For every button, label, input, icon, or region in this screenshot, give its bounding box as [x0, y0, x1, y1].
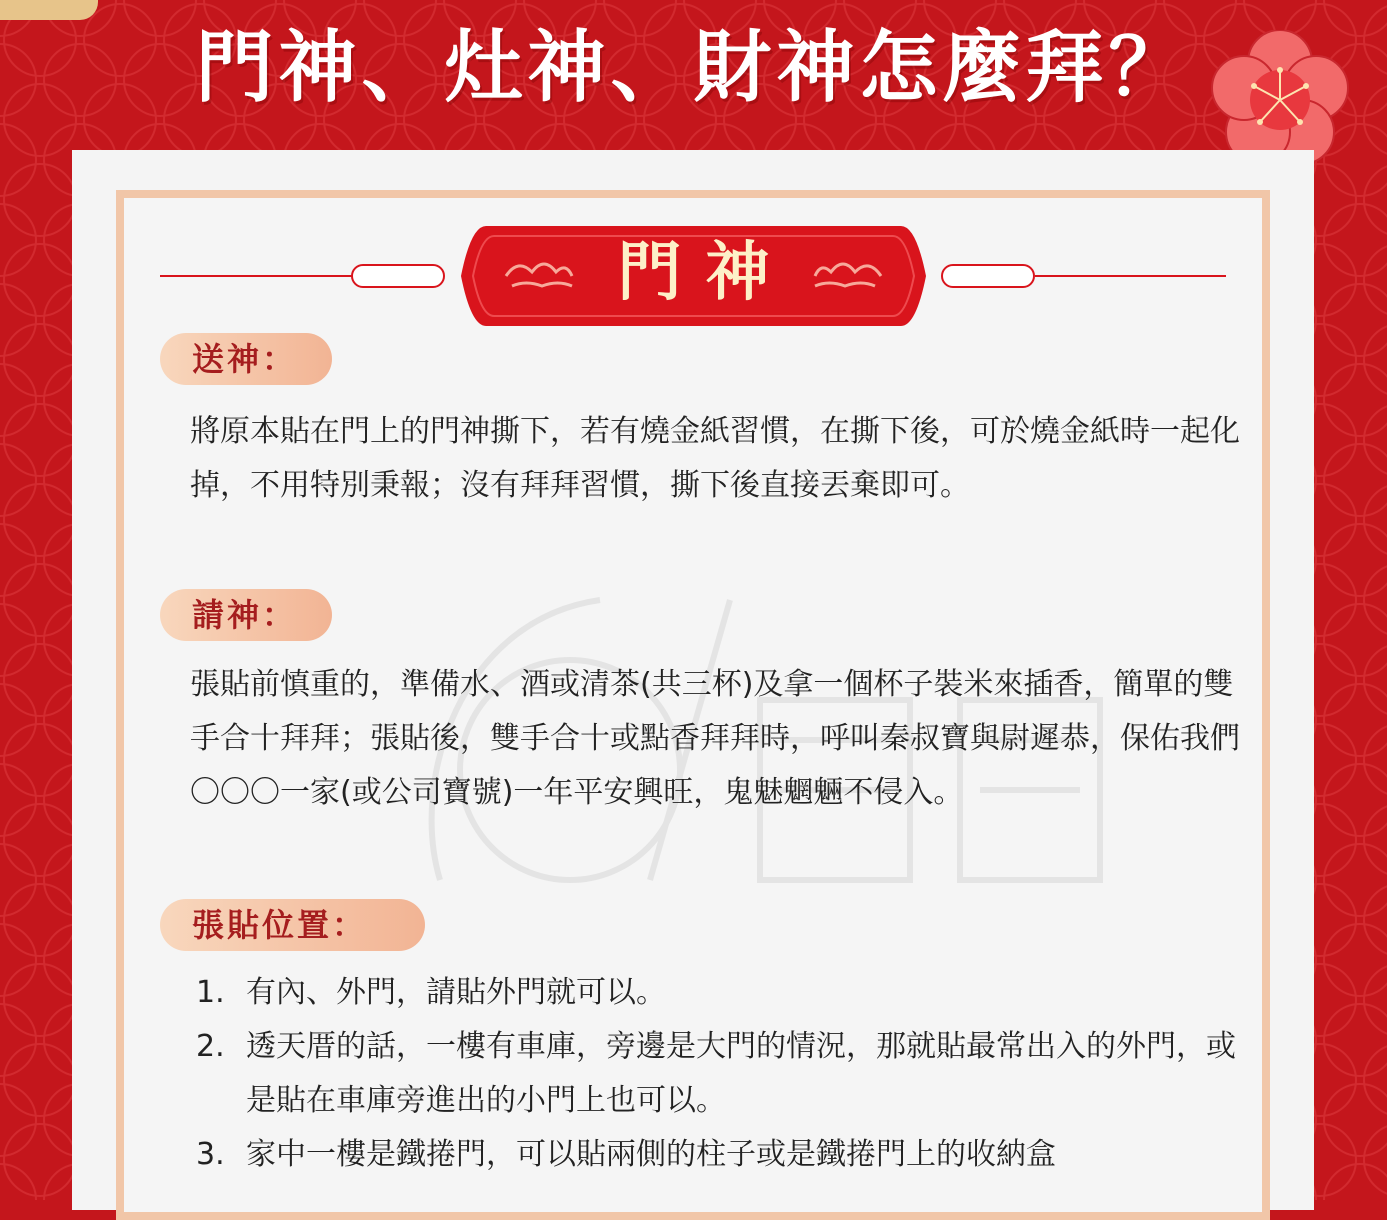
- list-number: 1.: [196, 975, 225, 1010]
- list-text: 家中一樓是鐵捲門，可以貼兩側的柱子或是鐵捲門上的收納盒: [246, 1137, 1056, 1172]
- list-number: 3.: [196, 1137, 225, 1172]
- placement-item-1: [196, 966, 1236, 1020]
- placement-label: 張貼位置：: [160, 899, 425, 951]
- placement-item-2: [196, 1020, 1236, 1128]
- send-off-label: 送神：: [160, 333, 332, 385]
- corner-tab: [0, 0, 98, 20]
- list-number: 2.: [196, 1029, 225, 1064]
- send-off-text: 將原本貼在門上的門神撕下，若有燒金紙習慣，在撕下後，可於燒金紙時一起化掉，不用特別秉報；沒有拜拜習慣，撕下後直接丟棄即可。: [190, 414, 1240, 503]
- list-text: 有內、外門，請貼外門就可以。: [246, 975, 666, 1010]
- section-title: 門神: [617, 236, 794, 310]
- page-title: 門神、灶神、財神怎麼拜？: [195, 23, 1192, 113]
- list-text: 透天厝的話，一樓有車庫，旁邊是大門的情況，那就貼最常出入的外門，或是貼在車庫旁進出的小門上也可以。: [246, 1029, 1236, 1118]
- placement-item-3: [196, 1128, 1236, 1182]
- invite-label: 請神：: [160, 589, 332, 641]
- invite-text: 張貼前慎重的，準備水、酒或清茶(共三杯)及拿一個杯子裝米來插香，簡單的雙手合十拜拜；張貼後，雙手合十或點香拜拜時，呼叫秦叔寶與尉遲恭，保佑我們〇〇〇一家(或公司寶號)一年平安興旺，鬼魅魍魎不侵入。: [190, 667, 1240, 810]
- plum-blossom-icon: [1200, 30, 1360, 165]
